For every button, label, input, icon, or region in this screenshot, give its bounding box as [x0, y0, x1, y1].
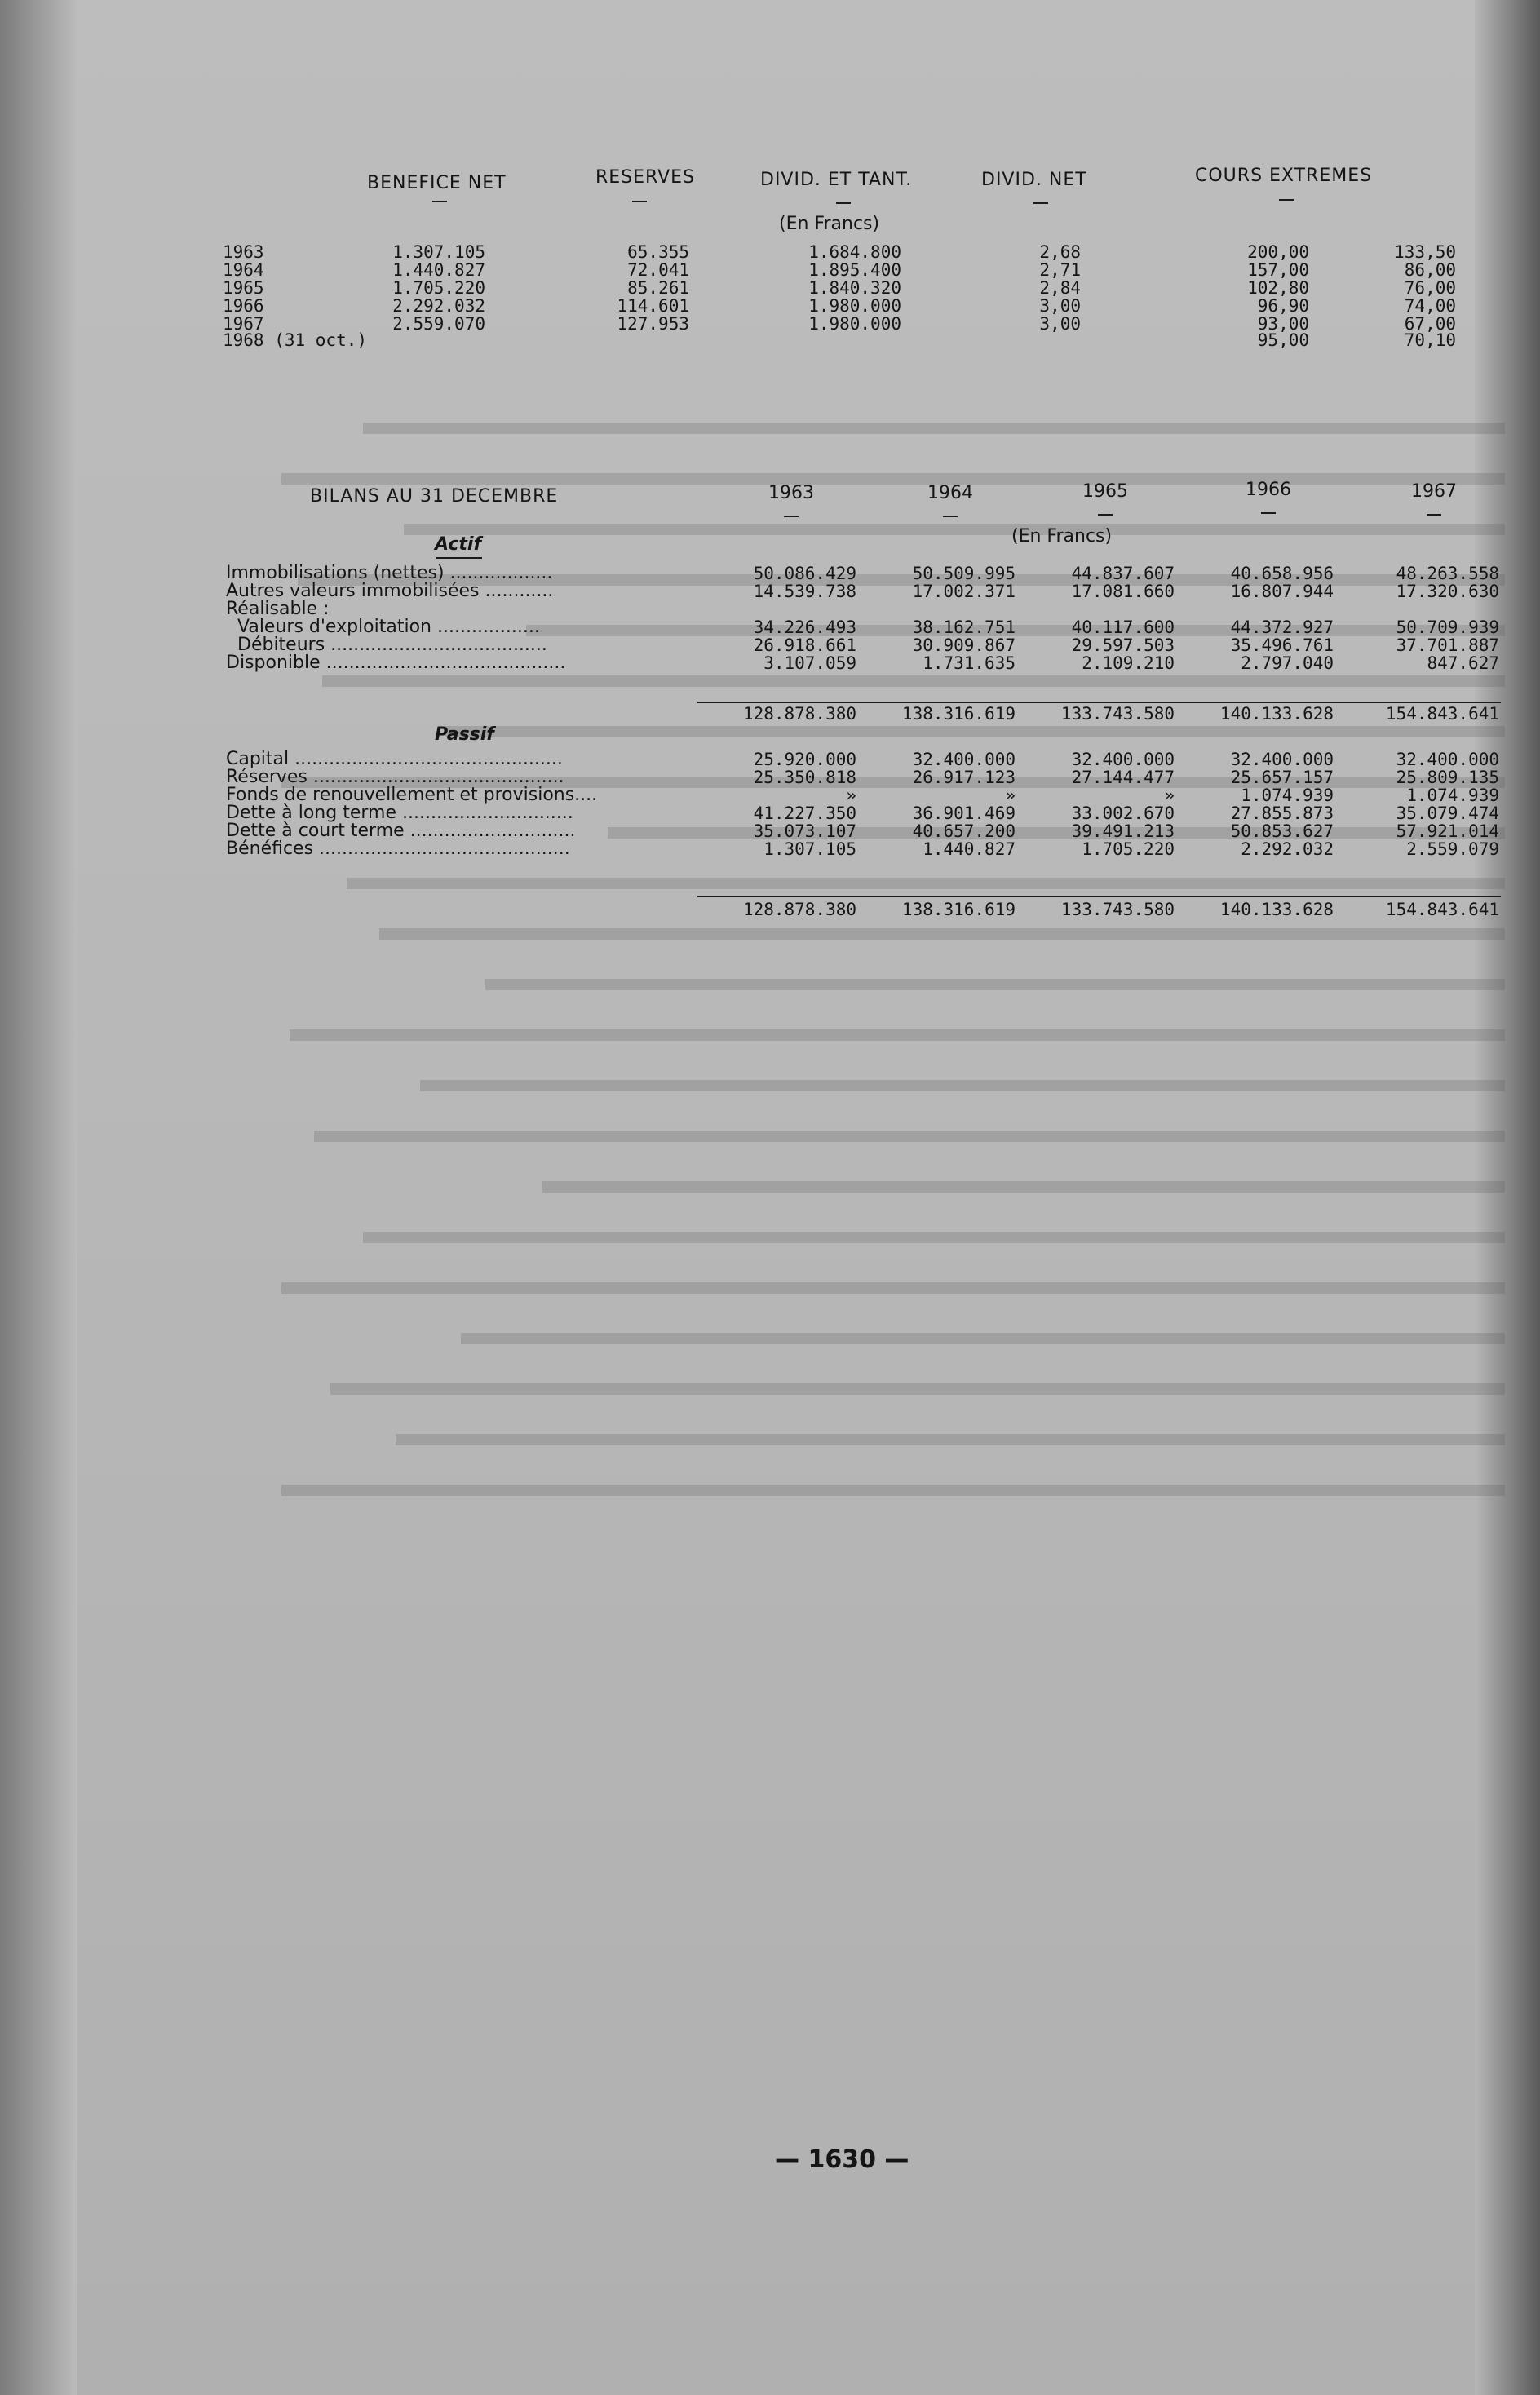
header-underline — [1033, 202, 1048, 204]
header-divid-tant: DIVID. ET TANT. — [760, 170, 913, 190]
dividends-cell-divid_tant: 1.895.400 — [808, 260, 901, 280]
actif-row-label: Valeurs d'exploitation .................. — [237, 617, 540, 637]
actif-value: 50.709.939 — [1396, 618, 1499, 637]
dividends-cell-cours_low: 86,00 — [1404, 260, 1456, 280]
dividends-cell-year: 1964 — [223, 260, 264, 280]
dividends-cell-divid_tant: 1.980.000 — [808, 296, 901, 316]
dividends-cell-benefice: 1.705.220 — [392, 278, 485, 298]
dividends-cell-divid_tant: 1.684.800 — [808, 242, 901, 262]
passif-value: 1.307.105 — [763, 839, 856, 859]
actif-heading: Actif — [435, 534, 482, 555]
dividends-cell-divid_net: 2,71 — [1039, 260, 1081, 280]
actif-total-value: 128.878.380 — [742, 704, 856, 724]
actif-underline — [436, 557, 482, 559]
passif-value: 25.809.135 — [1396, 768, 1499, 787]
passif-value: 2.292.032 — [1241, 839, 1334, 859]
actif-total-value: 154.843.641 — [1385, 704, 1499, 724]
passif-total-value: 128.878.380 — [742, 900, 856, 919]
passif-value: 36.901.469 — [912, 803, 1016, 823]
scan-left-edge — [0, 0, 77, 2395]
header-underline — [432, 201, 447, 202]
header-underline — [1279, 199, 1294, 201]
passif-value: » — [1005, 786, 1016, 805]
passif-value: » — [846, 786, 856, 805]
dividends-cell-year: 1966 — [223, 296, 264, 316]
passif-value: 50.853.627 — [1230, 821, 1334, 841]
header-benefice-net: BENEFICE NET — [367, 173, 507, 193]
passif-row-label: Dette à long terme .............................. — [226, 803, 573, 823]
passif-value: 1.440.827 — [923, 839, 1016, 859]
passif-row-label: Réserves ............................................ — [226, 767, 564, 787]
dividends-cell-divid_net: 2,68 — [1039, 242, 1081, 262]
dividends-cell-reserves: 85.261 — [627, 278, 689, 298]
dividends-cell-divid_net: 2,84 — [1039, 278, 1081, 298]
dividends-cell-year: 1963 — [223, 242, 264, 262]
actif-row-label: Autres valeurs immobilisées ............ — [226, 581, 554, 601]
year-1965: 1965 — [1082, 481, 1128, 502]
actif-value: 50.086.429 — [753, 564, 856, 583]
passif-value: 33.002.670 — [1071, 803, 1175, 823]
actif-value: 26.918.661 — [753, 635, 856, 655]
dividends-cell-cours_low: 74,00 — [1404, 296, 1456, 316]
bilans-unit: (En Francs) — [1011, 526, 1113, 547]
header-underline — [632, 201, 647, 202]
passif-value: 57.921.014 — [1396, 821, 1499, 841]
actif-value: 29.597.503 — [1071, 635, 1175, 655]
header-cours-extremes: COURS EXTREMES — [1195, 166, 1373, 186]
actif-value: 40.658.956 — [1230, 564, 1334, 583]
dividends-cell-divid_net: 3,00 — [1039, 314, 1081, 334]
dividends-cell-benefice: 2.292.032 — [392, 296, 485, 316]
actif-row-label: Disponible .......................................... — [226, 653, 566, 673]
header-underline — [836, 202, 851, 204]
year-underline — [784, 516, 799, 517]
dividends-cell-cours_low: 133,50 — [1394, 242, 1456, 262]
dividends-cell-reserves: 65.355 — [627, 242, 689, 262]
actif-value: 14.539.738 — [753, 582, 856, 601]
year-underline — [943, 516, 958, 517]
dividends-cell-divid_net: 3,00 — [1039, 296, 1081, 316]
year-1963: 1963 — [768, 483, 814, 503]
dividends-cell-year: 1965 — [223, 278, 264, 298]
passif-value: 32.400.000 — [1396, 750, 1499, 769]
passif-total-rule — [697, 896, 1501, 897]
actif-value: 48.263.558 — [1396, 564, 1499, 583]
passif-row-label: Capital ............................................... — [226, 749, 563, 769]
passif-value: 39.491.213 — [1071, 821, 1175, 841]
dividends-cell-benefice: 2.559.070 — [392, 314, 485, 334]
actif-value: 37.701.887 — [1396, 635, 1499, 655]
year-1964: 1964 — [927, 483, 973, 503]
passif-value: 35.073.107 — [753, 821, 856, 841]
passif-value: 25.350.818 — [753, 768, 856, 787]
actif-value: 38.162.751 — [912, 618, 1016, 637]
actif-row-label: Réalisable : — [226, 599, 330, 619]
dividends-cell-divid_tant: 1.980.000 — [808, 314, 901, 334]
dividends-cell-cours_high: 93,00 — [1257, 314, 1309, 334]
dividends-cell-year: 1967 — [223, 314, 264, 334]
actif-row-label: Immobilisations (nettes) .................. — [226, 563, 553, 583]
passif-value: 32.400.000 — [1230, 750, 1334, 769]
dividends-cell-cours_high: 95,00 — [1257, 330, 1309, 350]
passif-total-value: 133.743.580 — [1060, 900, 1175, 919]
actif-value: 3.107.059 — [763, 653, 856, 673]
passif-heading: Passif — [435, 724, 494, 745]
actif-total-value: 140.133.628 — [1219, 704, 1334, 724]
dividends-cell-cours_high: 96,90 — [1257, 296, 1309, 316]
dividends-cell-year: 1968 (31 oct.) — [223, 330, 368, 350]
actif-row-label: Débiteurs ...................................... — [237, 635, 547, 655]
passif-total-value: 138.316.619 — [901, 900, 1016, 919]
actif-total-value: 133.743.580 — [1060, 704, 1175, 724]
dividends-cell-benefice: 1.440.827 — [392, 260, 485, 280]
passif-value: 25.920.000 — [753, 750, 856, 769]
year-underline — [1261, 512, 1276, 514]
passif-value: 32.400.000 — [912, 750, 1016, 769]
passif-value: 41.227.350 — [753, 803, 856, 823]
passif-total-value: 154.843.641 — [1385, 900, 1499, 919]
dividends-cell-cours_high: 157,00 — [1247, 260, 1309, 280]
passif-value: 32.400.000 — [1071, 750, 1175, 769]
actif-total-value: 138.316.619 — [901, 704, 1016, 724]
year-underline — [1427, 514, 1441, 516]
passif-value: 27.144.477 — [1071, 768, 1175, 787]
actif-value: 30.909.867 — [912, 635, 1016, 655]
year-1967: 1967 — [1411, 481, 1457, 502]
dividends-cell-cours_low: 76,00 — [1404, 278, 1456, 298]
year-1966: 1966 — [1246, 480, 1291, 500]
actif-value: 17.002.371 — [912, 582, 1016, 601]
passif-value: 2.559.079 — [1406, 839, 1499, 859]
passif-value: » — [1164, 786, 1175, 805]
actif-value: 17.081.660 — [1071, 582, 1175, 601]
dividends-cell-benefice: 1.307.105 — [392, 242, 485, 262]
passif-value: 26.917.123 — [912, 768, 1016, 787]
dividends-cell-reserves: 72.041 — [627, 260, 689, 280]
actif-value: 16.807.944 — [1230, 582, 1334, 601]
header-reserves: RESERVES — [595, 167, 696, 188]
passif-value: 1.074.939 — [1406, 786, 1499, 805]
passif-total-value: 140.133.628 — [1219, 900, 1334, 919]
dividends-cell-cours_low: 67,00 — [1404, 314, 1456, 334]
actif-value: 35.496.761 — [1230, 635, 1334, 655]
page-number: — 1630 — — [775, 2145, 909, 2174]
passif-value: 1.074.939 — [1241, 786, 1334, 805]
actif-value: 2.109.210 — [1082, 653, 1175, 673]
actif-value: 50.509.995 — [912, 564, 1016, 583]
passif-row-label: Bénéfices ............................................ — [226, 839, 570, 859]
passif-value: 40.657.200 — [912, 821, 1016, 841]
bilans-title: BILANS AU 31 DECEMBRE — [310, 486, 559, 507]
actif-value: 17.320.630 — [1396, 582, 1499, 601]
dividends-cell-reserves: 114.601 — [617, 296, 689, 316]
dividends-cell-reserves: 127.953 — [617, 314, 689, 334]
dividends-cell-divid_tant: 1.840.320 — [808, 278, 901, 298]
dividends-cell-cours_high: 200,00 — [1247, 242, 1309, 262]
actif-value: 2.797.040 — [1241, 653, 1334, 673]
dividends-cell-cours_low: 70,10 — [1404, 330, 1456, 350]
passif-value: 27.855.873 — [1230, 803, 1334, 823]
passif-value: 35.079.474 — [1396, 803, 1499, 823]
passif-value: 25.657.157 — [1230, 768, 1334, 787]
dividends-unit: (En Francs) — [779, 214, 880, 234]
actif-value: 34.226.493 — [753, 618, 856, 637]
actif-value: 847.627 — [1427, 653, 1499, 673]
passif-row-label: Fonds de renouvellement et provisions.... — [226, 785, 598, 805]
passif-value: 1.705.220 — [1082, 839, 1175, 859]
dividends-cell-cours_high: 102,80 — [1247, 278, 1309, 298]
document-page — [77, 0, 1499, 2395]
header-divid-net: DIVID. NET — [981, 170, 1087, 190]
actif-value: 1.731.635 — [923, 653, 1016, 673]
actif-value: 44.372.927 — [1230, 618, 1334, 637]
actif-value: 40.117.600 — [1071, 618, 1175, 637]
year-underline — [1098, 514, 1113, 516]
passif-row-label: Dette à court terme ............................. — [226, 821, 576, 841]
actif-value: 44.837.607 — [1071, 564, 1175, 583]
